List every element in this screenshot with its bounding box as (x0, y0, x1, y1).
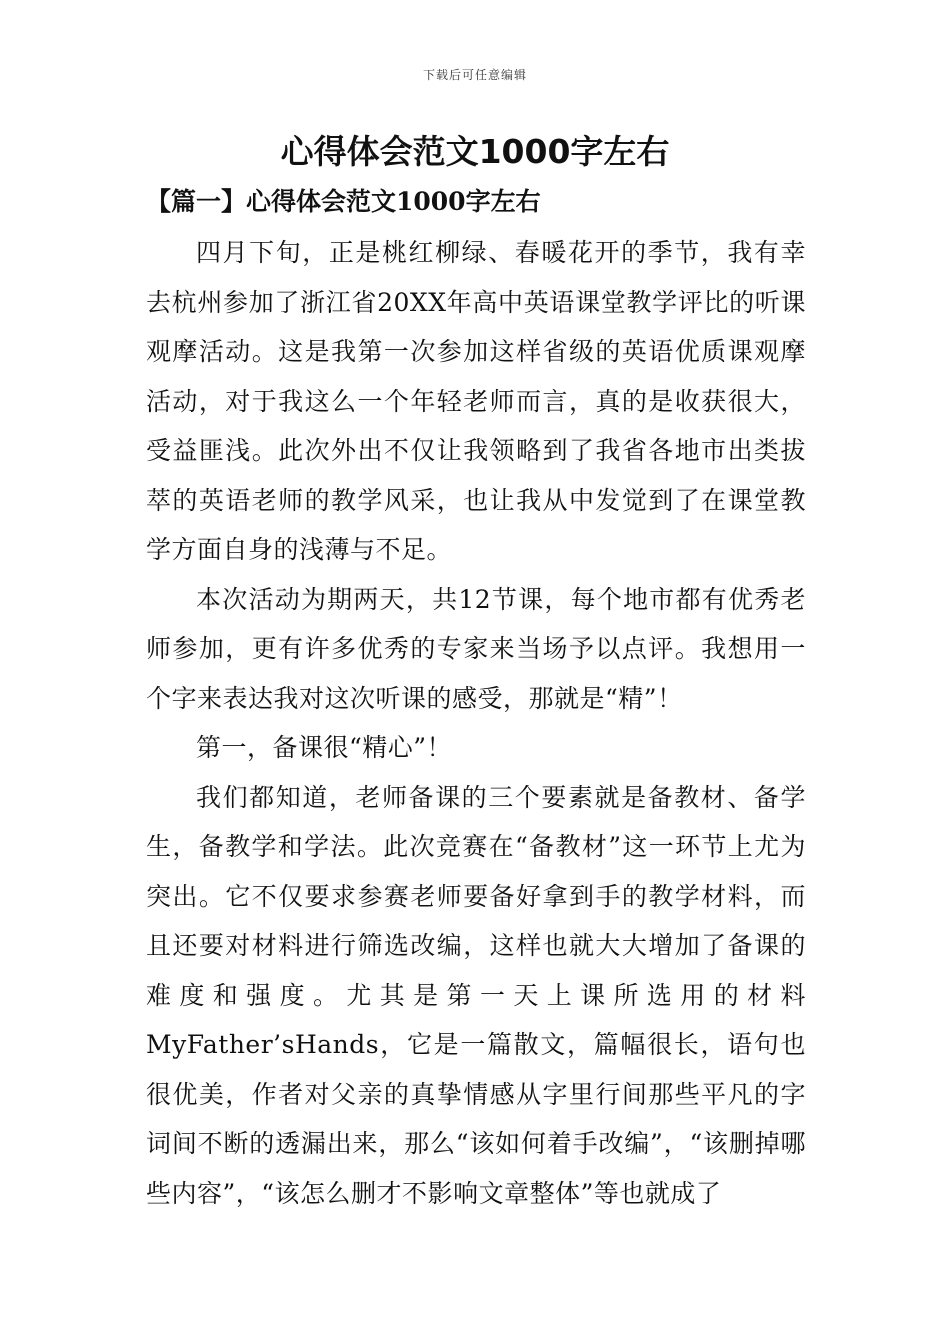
document-body (146, 228, 806, 1218)
paragraph-3: 第一，备课很“精心”！ (196, 733, 453, 762)
header-note: 下载后可任意编辑 (422, 68, 527, 82)
paragraph-4: 我们都知道，老师备课的三个要素就是备教材、备学生，备教学和学法。此次竞赛在“备教材”这一环节上尤为突出。它不仅要求参赛老师要备好拿到手的教学材料，而且还要对材料进行筛选改编，这样也就大大增加了备课的难度和强度。尤其是第一天上课所选用的材料MyFather’sHands，它是一篇散文，篇幅很长，语句也很优美，作者对父亲的真挚情感从字里行间那些平凡的字词间不断的透漏出来，那么“该如何着手改编”，“该删掉哪些内容”，“该怎么删才不影响文章整体”等也就成了 (146, 782, 806, 1208)
document-title: 心得体会范文1000字左右 (280, 132, 670, 171)
paragraph-2: 本次活动为期两天，共12节课，每个地市都有优秀老师参加，更有许多优秀的专家来当场予以点评。我想用一个字来表达我对这次听课的感受，那就是“精”！ (146, 584, 806, 713)
paragraph-1: 四月下旬，正是桃红柳绿、春暖花开的季节，我有幸去杭州参加了浙江省20XX年高中英语课堂教学评比的听课观摩活动。这是我第一次参加这样省级的英语优质课观摩活动，对于我这么一个年轻老师而言，真的是收获很大，受益匪浅。此次外出不仅让我领略到了我省各地市出类拔萃的英语老师的教学风采，也让我从中发觉到了在课堂教学方面自身的浅薄与不足。 (146, 238, 806, 564)
section-heading: 【篇一】心得体会范文1000字左右 (146, 187, 541, 216)
